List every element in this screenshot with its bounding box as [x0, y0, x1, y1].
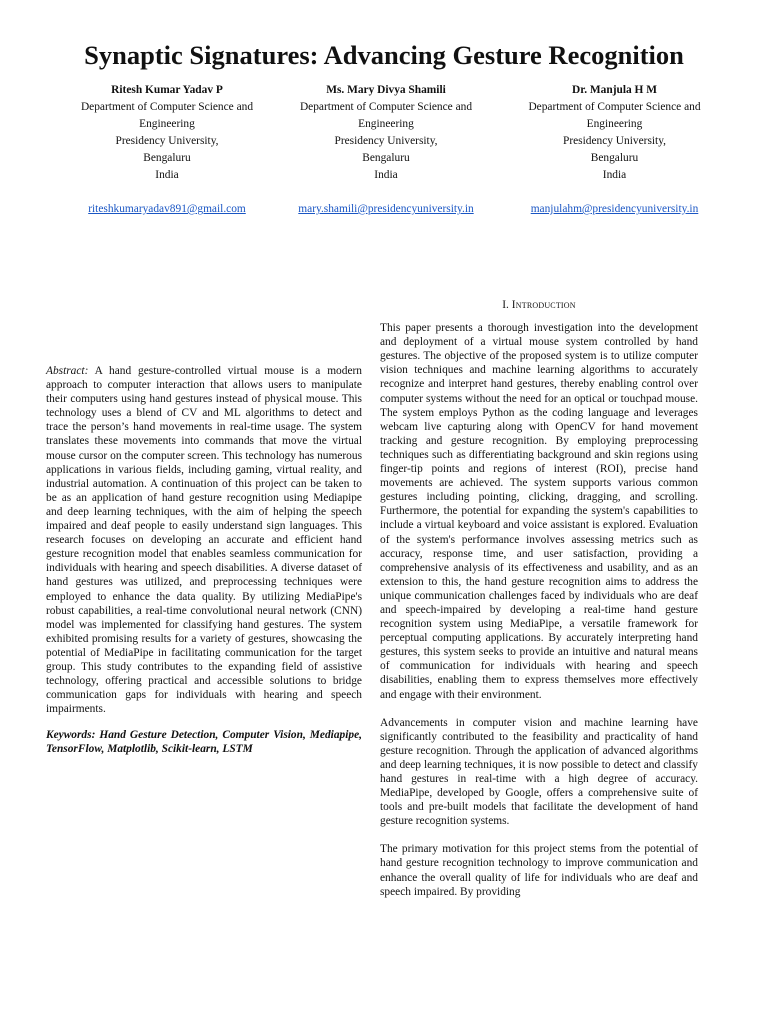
author-block-1: [62, 82, 272, 218]
author-country: India: [155, 169, 179, 181]
author-block-3: [507, 82, 722, 218]
author-name: Ritesh Kumar Yadav P: [111, 84, 223, 96]
author-name: Ms. Mary Divya Shamili: [326, 84, 446, 96]
author-city: Bengaluru: [143, 152, 191, 164]
author-university: Presidency University,: [562, 135, 667, 147]
abstract-text: A hand gesture-controlled virtual mouse is a modern approach to computer interaction that allows users to manipulate their computers using hand gestures instead of physical mouse. This technology uses a blend of CV and ML algorithms to detect and trace the person’s hand movements in real-time usage. The system translates these movements into commands that move the virtual mouse cursor on the computer screen. This technology has numerous applications in various fields, including gaming, virtual reality, and industrial automation. A continuation of this project can be taken to be as an application of hand gesture recognition using Mediapipe and deep learning techniques, with the aim of helping the speech impaired and deaf people to easily understand sign languages. This research focuses on developing an accurate and efficient hand gesture recognition model that enables seamless communication for individuals with hearing and speech disabilities. A diverse dataset of hand gestures was utilized, and preprocessing techniques were employed to enhance the data quality. By utilizing MediaPipe's robust capabilities, a real-time convolutional neural network (CNN) model was implemented for classifying hand gestures. The system exhibited promising results for a variety of gestures, showcasing the potential of MediaPipe in facilitating communication for the target group. This study contributes to the expanding field of assistive technology, offering practical and accessible solutions to bridge communication gaps for individuals with hearing and speech impairments.: [46, 365, 362, 716]
author-email-link[interactable]: riteshkumaryadav891@gmail.com: [88, 203, 246, 215]
author-email-link[interactable]: manjulahm@presidencyuniversity.in: [530, 203, 699, 215]
section-number: I.: [502, 299, 509, 311]
author-department: Department of Computer Science and Engineering: [299, 101, 473, 130]
author-country: India: [374, 169, 398, 181]
author-department: Department of Computer Science and Engineering: [80, 101, 254, 130]
author-city: Bengaluru: [590, 152, 639, 164]
abstract-lead: Abstract:: [46, 365, 89, 377]
section-heading: [380, 298, 698, 312]
author-university: Presidency University,: [115, 135, 219, 147]
paper-title: Synaptic Signatures: Advancing Gesture Recognition: [84, 40, 684, 70]
intro-paragraph-3: The primary motivation for this project stems from the potential of hand gesture recognition technology to improve communication and enhance the overall quality of life for individuals who are deaf and speech impaired. By providing: [380, 843, 698, 898]
intro-paragraph-1: This paper presents a thorough investigation into the development and deployment of a virtual mouse system controlled by hand gestures. The objective of the proposed system is to utilize computer vision techniques and machine learning algorithms to accurately recognize and interpret hand gestures, thereby enabling control over computer systems without the need for an optical or touchpad mouse. The system employs Python as the coding language and leverages webcam live capturing along with OpenCV for hand movement tracking and gesture recognition. By employing preprocessing techniques such as differentiating background and skin regions using finger-tip points and regions of interest (ROI), precise hand movements are achieved. The system supports various common gestures including pointing, clicking, dragging, and scrolling. Furthermore, the potential for expanding the system's capabilities to include a virtual keyboard and voice assistant is explored. Evaluation of the system's performance involves assessing metrics such as accuracy, response time, and user satisfaction, providing a comprehensive analysis of its effectiveness and usability, and as an extension to this, the hand gesture recognition aims to address the unique communication challenges faced by individuals who are deaf and speech-impaired by developing a real-time hand gesture recognition system using MediaPipe, a versatile framework for perceptual computing applications. By accurately interpreting hand gestures, this system seeks to provide an intuitive and natural means of communication for individuals with hearing and speech disabilities, enabling them to express themselves more effectively and engage with their environment.: [380, 322, 698, 701]
author-country: India: [602, 169, 627, 181]
abstract: [46, 364, 362, 716]
author-block-2: [281, 82, 491, 218]
author-email-link[interactable]: mary.shamili@presidencyuniversity.in: [298, 203, 474, 215]
author-name: Dr. Manjula H M: [571, 84, 657, 96]
keywords: Keywords: Hand Gesture Detection, Computer Vision, Mediapipe, TensorFlow, Matplotlib, Scikit-learn, LSTM: [46, 729, 362, 756]
introduction-column: [380, 298, 698, 899]
abstract-column: [46, 364, 362, 757]
intro-paragraph-2: Advancements in computer vision and machine learning have significantly contributed to the feasibility and practicality of hand gesture recognition. Through the application of advanced algorithms and deep learning techniques, it is now possible to detect and classify hand gestures in real-time with a high degree of accuracy. MediaPipe, developed by Google, offers a comprehensive suite of tools and pre-built models that facilitate the development of hand gesture recognition systems.: [380, 716, 698, 828]
section-title: Introduction: [511, 299, 576, 311]
author-city: Bengaluru: [362, 152, 410, 164]
author-university: Presidency University,: [334, 135, 438, 147]
author-department: Department of Computer Science and Engineering: [528, 101, 701, 130]
